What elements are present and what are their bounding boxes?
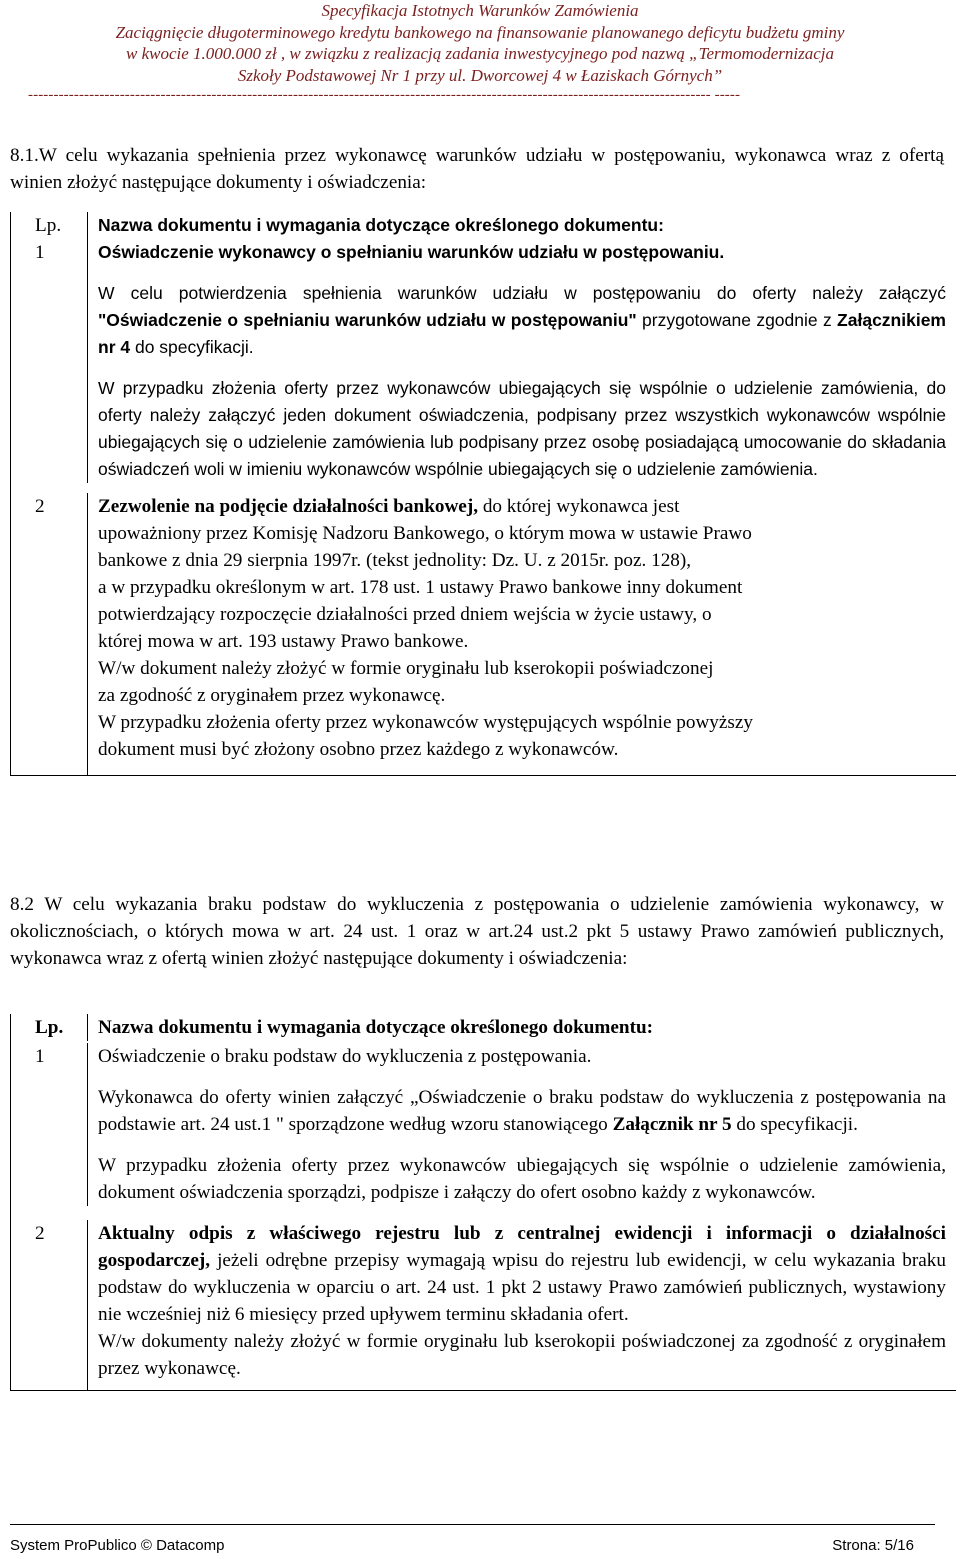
document-header xyxy=(0,0,960,86)
document-name-header: Nazwa dokumentu i wymagania dotyczące określonego dokumentu: xyxy=(98,1017,654,1038)
document-name-header: Nazwa dokumentu i wymagania dotyczące określonego dokumentu: xyxy=(98,215,664,235)
joint-bid-note: W przypadku złożenia oferty przez wykonawców ubiegających się wspólnie o udzielenie zamówienia, dokument oświadczenia sporządzi, podpisze i załączy do ofert osobno każdy z wykonawców. xyxy=(98,1155,946,1203)
document-title: Oświadczenie o braku podstaw do wykluczenia z postępowania. xyxy=(98,1046,592,1067)
footer-page-number: Strona: 5/16 xyxy=(832,1537,914,1554)
footer-rule xyxy=(10,1524,935,1525)
attachment-reference: Załącznik nr 5 xyxy=(612,1114,732,1135)
requirement-line: potwierdzający rozpoczęcie działalności przed dniem wejścia w życie ustawy, o xyxy=(98,604,712,625)
row-content xyxy=(88,1220,956,1390)
row-content xyxy=(88,239,956,483)
requirement-line: której mowa w art. 193 ustawy Prawo bankowe. xyxy=(98,631,469,652)
document-title: Aktualny odpis z właściwego rejestru lub z centralnej ewidencji i informacji o działalności gospodarczej, xyxy=(98,1223,946,1271)
certification-note: W/w dokumenty należy złożyć w formie oryginału lub kserokopii poświadczonej za zgodność z oryginałem przez wykonawcę. xyxy=(98,1331,946,1379)
header-title: Specyfikacja Istotnych Warunków Zamówienia xyxy=(321,1,639,20)
row-number: 1 xyxy=(11,1043,88,1206)
requirement-text: jeżeli odrębne przepisy wymagają wpisu do rejestru lub ewidencji, w celu wykazania braku podstaw do wykluczenia w oparciu o art. 24 ust. 1 pkt 2 ustawy Prawo zamówień publicznych, wystawiony nie wcześniej niż 6 miesięcy przed upływem terminu składania ofert. xyxy=(98,1250,946,1325)
table-header-row xyxy=(11,1014,956,1041)
footer-system: System ProPublico © Datacomp xyxy=(10,1537,225,1554)
row-content xyxy=(88,493,956,775)
documents-table-8-2 xyxy=(10,1014,956,1391)
requirement-text: do której wykonawca jest xyxy=(478,496,680,517)
document-requirement xyxy=(98,1084,946,1138)
row-content xyxy=(88,1043,956,1206)
header-separator: -------------------------------------------------------------------------------------------------------------------------------------- ----- xyxy=(28,87,741,103)
table-row xyxy=(11,1043,956,1206)
requirement-line: W/w dokument należy złożyć w formie oryginału lub kserokopii poświadczonej xyxy=(98,658,714,679)
attachment-reference: Załącznikiem nr 4 xyxy=(98,310,946,357)
row-number: 2 xyxy=(11,1220,88,1390)
table-row xyxy=(11,493,956,775)
header-subject-line: w kwocie 1.000.000 zł , w związku z realizacją zadania inwestycyjnego pod nazwą „Termomodernizacja xyxy=(125,44,834,63)
header-subject-line: Zaciągnięcie długoterminowego kredytu bankowego na finansowanie planowanego deficytu budżetu gminy xyxy=(115,22,845,42)
requirement-line: za zgodność z oryginałem przez wykonawcę. xyxy=(98,685,446,706)
requirement-line: bankowe z dnia 29 sierpnia 1997r. (tekst jednolity: Dz. U. z 2015r. poz. 128), xyxy=(98,550,692,571)
lp-header: Lp. xyxy=(11,212,88,239)
section-8-2-intro: 8.2 W celu wykazania braku podstaw do wykluczenia z postępowania o udzielenie zamówienia wykonawcy, w okolicznościach, o których mowa w art. 24 ust. 1 oraz w art.24 ust.2 pkt 5 ustawy Prawo zamówień publicznych, wykonawca wraz z ofertą winien złożyć następujące dokumenty i oświadczenia: xyxy=(10,894,944,969)
requirement-text: przygotowane zgodnie z xyxy=(636,310,838,330)
requirement-text: do specyfikacji. xyxy=(731,1114,858,1135)
requirement-text: do specyfikacji. xyxy=(130,337,254,357)
requirement-line: upoważniony przez Komisję Nadzoru Bankowego, o którym mowa w ustawie Prawo xyxy=(98,523,752,544)
document-title-line xyxy=(98,493,946,520)
joint-bid-note: W przypadku złożenia oferty przez wykonawców ubiegających się wspólnie o udzielenie zamówienia, do oferty należy załączyć jeden dokument oświadczenia, podpisany przez wszystkich wykonawców wspólnie ubiegających się o udzielenie zamówienia lub podpisany przez osobę posiadającą umocowanie do składania oświadczeń woli w imieniu wykonawców wspólnie ubiegających się o udzielenie zamówienia. xyxy=(98,378,946,479)
document-requirement xyxy=(98,1220,946,1328)
row-number: 2 xyxy=(11,493,88,775)
header-subject-line: Szkoły Podstawowej Nr 1 przy ul. Dworcowej 4 w Łaziskach Górnych” xyxy=(237,65,723,85)
row-number: 1 xyxy=(11,239,88,483)
requirement-text: W celu potwierdzenia spełnienia warunków udziału w postępowaniu do oferty należy załączyć xyxy=(98,283,946,303)
requirement-text: Wykonawca do oferty winien załączyć „Oświadczenie o braku podstaw do wykluczenia z postępowania na podstawie art. 24 ust.1 " sporządzone według wzoru stanowiącego xyxy=(98,1087,946,1135)
document-title: Zezwolenie na podjęcie działalności bankowej, xyxy=(98,496,479,517)
section-8-1-intro: 8.1.W celu wykazania spełnienia przez wykonawcę warunków udziału w postępowaniu, wykonawca wraz z ofertą winien złożyć następujące dokumenty i oświadczenia: xyxy=(10,145,944,193)
table-row xyxy=(11,1220,956,1390)
requirement-line: a w przypadku określonym w art. 178 ust. 1 ustawy Prawo bankowe inny dokument xyxy=(98,577,743,598)
table-header-row xyxy=(11,212,956,239)
requirement-bold: "Oświadczenie o spełnianiu warunków udziału w postępowaniu" xyxy=(98,310,637,330)
document-requirement xyxy=(98,280,946,361)
document-title: Oświadczenie wykonawcy o spełnianiu warunków udziału w postępowaniu. xyxy=(98,242,725,262)
requirement-line: dokument musi być złożony osobno przez każdego z wykonawców. xyxy=(98,739,619,760)
table-row xyxy=(11,239,956,483)
lp-header: Lp. xyxy=(11,1014,88,1041)
requirement-line: W przypadku złożenia oferty przez wykonawców występujących wspólnie powyższy xyxy=(98,712,753,733)
documents-table-8-1 xyxy=(10,212,956,776)
